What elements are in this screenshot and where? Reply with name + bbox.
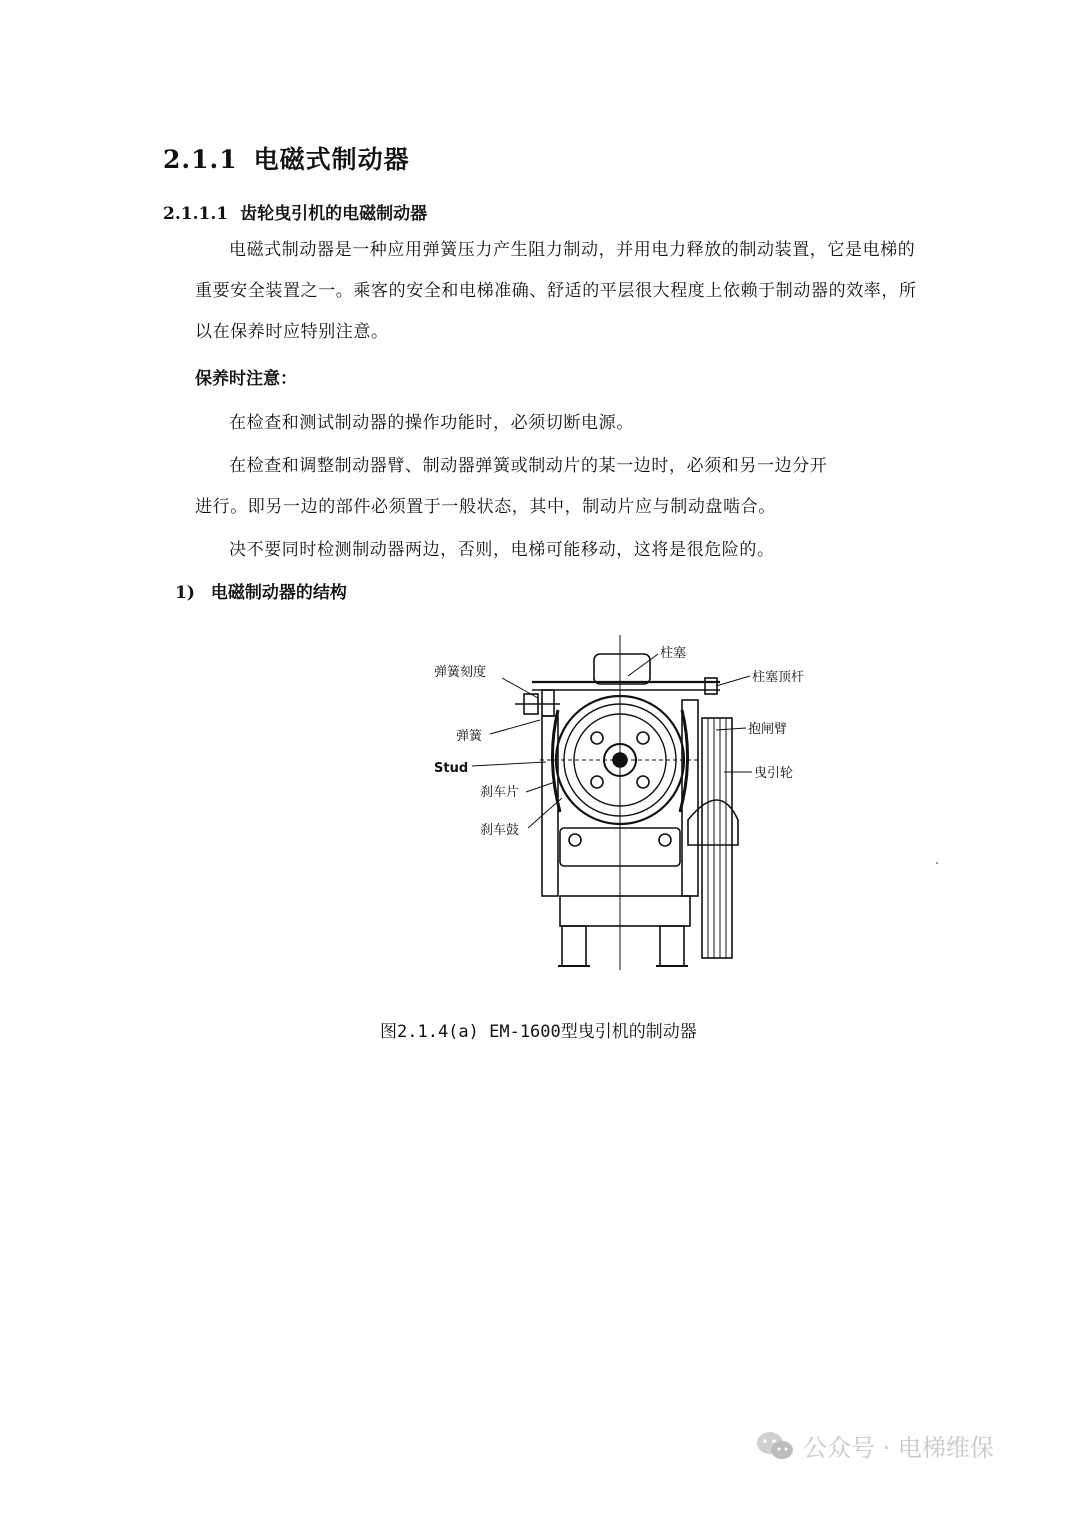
gear-housing: [688, 800, 738, 845]
right-rod-end: [705, 678, 717, 694]
bolt-3: [591, 776, 603, 788]
maintenance-item-3: 决不要同时检测制动器两边，否则，电梯可能移动，这将是很危险的。: [229, 540, 775, 560]
lower-pivot-right: [659, 834, 671, 846]
label-traction-wheel: 曳引轮: [754, 766, 794, 781]
leader-stud: [472, 762, 546, 766]
wechat-icon: [755, 1430, 795, 1462]
stray-dot: [936, 862, 938, 864]
right-foot: [660, 926, 684, 966]
traction-sheave: [702, 718, 732, 958]
label-plunger: 柱塞: [660, 646, 687, 661]
section-title: 电磁式制动器: [253, 145, 410, 174]
leader-plunger: [628, 654, 658, 676]
subsection-number: 2.1.1.1: [163, 204, 229, 224]
bolt-1: [591, 732, 603, 744]
label-stud: Stud: [434, 761, 469, 776]
leader-brake-drum: [528, 798, 562, 828]
leader-brake-pad: [526, 782, 555, 792]
label-brake-drum: 刹车鼓: [480, 823, 520, 838]
brake-drawing: [515, 635, 738, 970]
left-frame: [542, 716, 558, 896]
watermark-text: 公众号 · 电梯维保: [803, 1434, 994, 1462]
watermark: [755, 1428, 994, 1463]
structure-number: 1): [175, 583, 195, 603]
top-housing: [594, 654, 650, 684]
lower-pivot-left: [569, 834, 581, 846]
maintenance-item-1: 在检查和测试制动器的操作功能时，必须切断电源。: [229, 413, 634, 433]
structure-heading: [175, 578, 347, 603]
figure-caption: 图2.1.4(a) EM-1600型曳引机的制动器: [380, 1022, 697, 1042]
subsection-heading: [163, 199, 427, 224]
leader-plunger-rod: [716, 676, 750, 686]
bolt-4: [637, 776, 649, 788]
bolt-2: [637, 732, 649, 744]
brake-diagram: [420, 630, 840, 975]
label-spring: 弹簧: [456, 729, 483, 744]
label-holding-arm: 抱闸臂: [748, 722, 788, 737]
leader-spring: [490, 720, 540, 734]
maintenance-item-2: 在检查和调整制动器臂、制动器弹簧或制动片的某一边时，必须和另一边分开: [229, 456, 828, 476]
section-heading: [163, 140, 410, 176]
base-beam: [560, 896, 690, 926]
left-spring-body: [542, 690, 554, 716]
label-spring-scale: 弹簧刻度: [434, 665, 487, 680]
left-foot: [562, 926, 586, 966]
subsection-title: 齿轮曳引机的电磁制动器: [240, 204, 428, 224]
structure-title: 电磁制动器的结构: [210, 583, 347, 603]
label-brake-pad: 刹车片: [480, 785, 520, 800]
maintenance-item-2-cont: 进行。即另一边的部件必须置于一般状态，其中，制动片应与制动盘啮合。: [195, 497, 776, 517]
section-number: 2.1.1: [163, 145, 238, 174]
intro-paragraph: 电磁式制动器是一种应用弹簧压力产生阻力制动，并用电力释放的制动装置，它是电梯的重要安全装置之一。乘客的安全和电梯准确、舒适的平层很大程度上依赖于制动器的效率，所以在保养时应特别注意。: [195, 240, 917, 342]
label-plunger-rod: 柱塞顶杆: [752, 670, 805, 685]
maintenance-title: 保养时注意：: [195, 369, 297, 389]
